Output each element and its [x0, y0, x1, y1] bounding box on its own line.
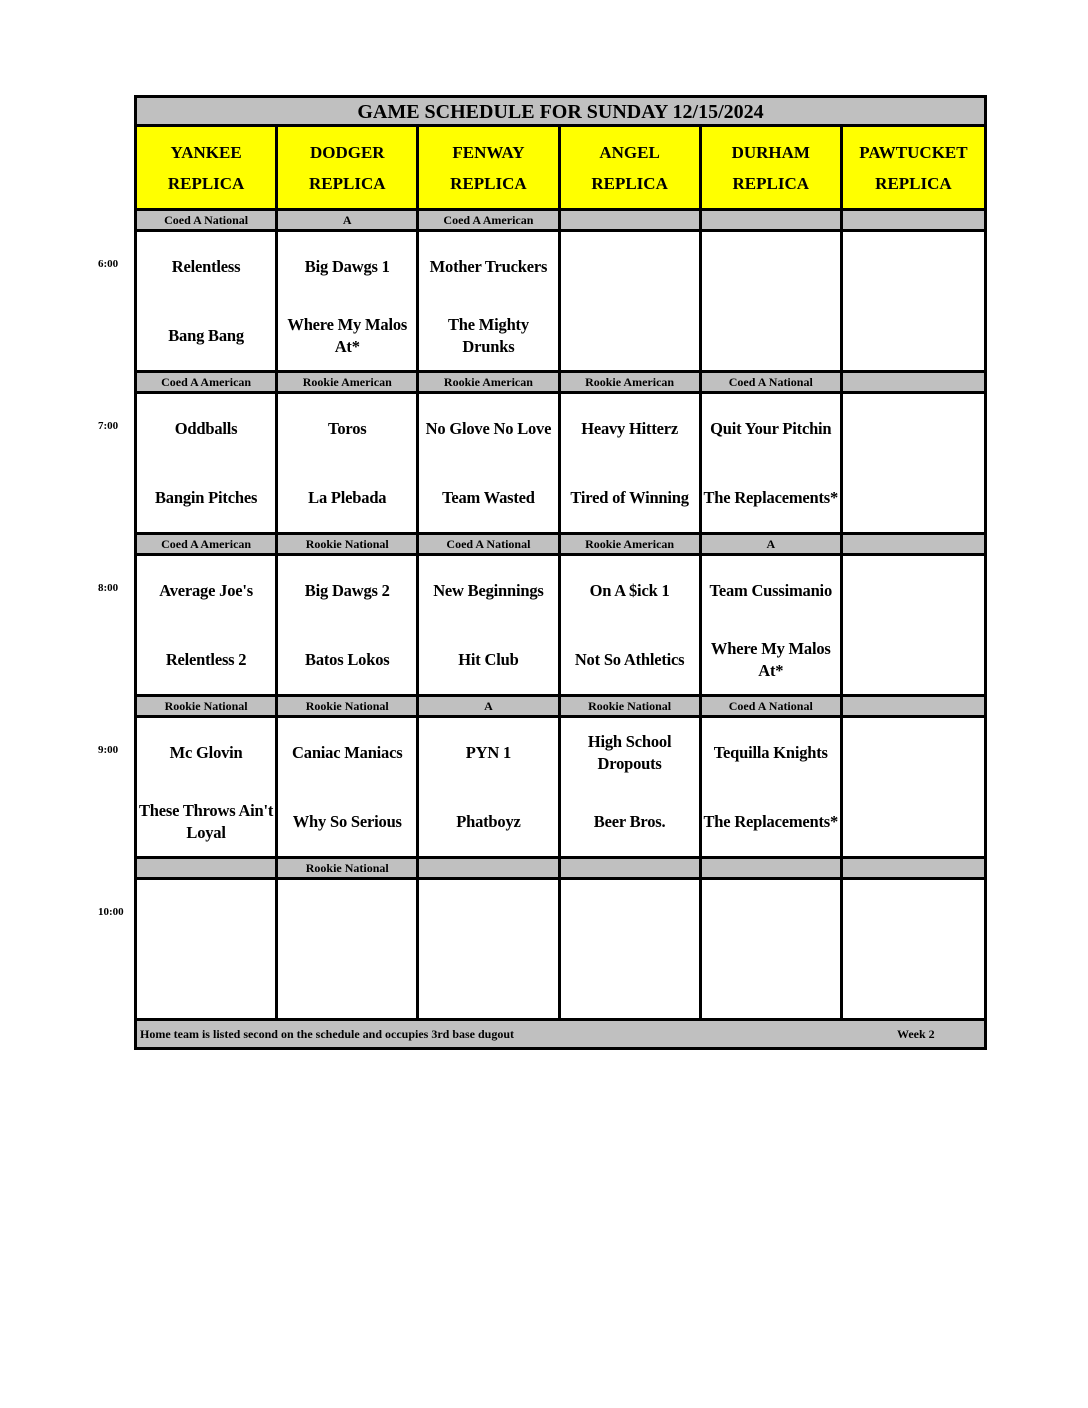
field-header-durham: [702, 127, 843, 208]
home-team: [843, 463, 984, 532]
home-team: Team Wasted: [442, 487, 535, 507]
game-cell: [561, 232, 702, 370]
field-name: ANGEL: [599, 142, 660, 162]
home-team: Beer Bros.: [593, 811, 666, 831]
field-header-angel: [561, 127, 702, 208]
away-team: [843, 718, 984, 787]
away-team: Big Dawgs 2: [304, 580, 390, 600]
field-name: FENWAY: [452, 142, 525, 162]
division-label: Rookie National: [278, 697, 419, 715]
schedule-footer: [137, 1021, 984, 1047]
games-row: [137, 718, 984, 859]
away-team: [278, 880, 416, 949]
away-team: [702, 880, 840, 949]
game-cell: [137, 718, 278, 856]
division-row: [137, 535, 984, 556]
game-cell: [278, 232, 419, 370]
game-cell: [702, 718, 843, 856]
game-cell: [419, 232, 560, 370]
away-team: Big Dawgs 1: [304, 256, 390, 276]
division-label: Coed A American: [419, 211, 560, 229]
away-team: PYN 1: [465, 742, 512, 762]
division-label: Rookie National: [278, 859, 419, 877]
home-team: Not So Athletics: [574, 649, 685, 669]
game-cell: [561, 880, 702, 1018]
division-label: Rookie National: [561, 697, 702, 715]
division-label: Rookie American: [561, 373, 702, 391]
division-label: Coed A National: [137, 211, 278, 229]
home-team: Batos Lokos: [305, 649, 390, 669]
field-header-yankee: [137, 127, 278, 208]
division-label: [843, 211, 984, 229]
division-label: A: [419, 697, 560, 715]
time-label: 8:00: [98, 582, 119, 594]
game-cell: [843, 232, 984, 370]
week-label: Week 2: [897, 1027, 935, 1041]
home-team: Relentless 2: [165, 649, 247, 669]
home-team: Where My Malos At*: [710, 638, 831, 680]
field-header-fenway: [419, 127, 560, 208]
away-team: [702, 232, 840, 301]
home-team: The Mighty Drunks: [447, 314, 529, 356]
division-row: [137, 697, 984, 718]
field-header-dodger: [278, 127, 419, 208]
away-team: [843, 880, 984, 949]
away-team: [843, 232, 984, 301]
division-label: Rookie American: [419, 373, 560, 391]
game-cell: [843, 556, 984, 694]
division-label: Coed A American: [137, 373, 278, 391]
home-team: [843, 625, 984, 694]
division-label: Coed A National: [702, 373, 843, 391]
away-team: Toros: [328, 418, 367, 438]
division-label: [137, 859, 278, 877]
division-row: [137, 211, 984, 232]
time-label: 10:00: [98, 906, 124, 918]
division-label: [561, 211, 702, 229]
field-header-row: [137, 127, 984, 211]
home-team: [843, 301, 984, 370]
games-row: [137, 232, 984, 373]
division-label: [843, 697, 984, 715]
time-label: 7:00: [98, 420, 119, 432]
field-sub: REPLICA: [450, 173, 527, 193]
division-label: Rookie American: [278, 373, 419, 391]
home-team: Why So Serious: [292, 811, 402, 831]
game-cell: [137, 232, 278, 370]
division-label: [702, 859, 843, 877]
division-label: Rookie National: [278, 535, 419, 553]
home-team: Bang Bang: [168, 325, 244, 345]
division-row: [137, 859, 984, 880]
division-label: Coed A National: [419, 535, 560, 553]
division-label: [843, 373, 984, 391]
division-label: [843, 535, 984, 553]
game-cell: [278, 556, 419, 694]
away-team: [561, 880, 699, 949]
game-cell: [419, 880, 560, 1018]
field-sub: REPLICA: [591, 173, 668, 193]
schedule-table: [134, 95, 987, 1050]
away-team: On A $ick 1: [589, 580, 670, 600]
games-row: [137, 556, 984, 697]
time-slots: [137, 211, 984, 1021]
home-team-note: Home team is listed second on the schedule and occupies 3rd base dugout: [140, 1027, 515, 1041]
game-cell: [843, 880, 984, 1018]
home-team: [702, 301, 840, 370]
away-team: Average Joe's: [159, 580, 253, 600]
field-sub: REPLICA: [167, 173, 245, 193]
game-cell: [137, 394, 278, 532]
away-team: [561, 232, 699, 301]
away-team: Caniac Maniacs: [292, 742, 403, 762]
division-label: A: [702, 535, 843, 553]
away-team: [843, 556, 984, 625]
home-team: La Plebada: [308, 487, 387, 507]
game-cell: [278, 718, 419, 856]
field-sub: REPLICA: [732, 173, 810, 193]
home-team: The Replacements*: [703, 487, 839, 507]
home-team: Where My Malos At*: [287, 314, 408, 356]
game-cell: [278, 880, 419, 1018]
games-row: [137, 880, 984, 1021]
game-cell: [419, 556, 560, 694]
home-team: Bangin Pitches: [155, 487, 258, 507]
away-team: Team Cussimanio: [709, 580, 832, 600]
away-team: [419, 880, 557, 949]
field-name: DURHAM: [731, 142, 810, 162]
away-team: Tequilla Knights: [713, 742, 828, 762]
division-label: A: [278, 211, 419, 229]
schedule-title: GAME SCHEDULE FOR SUNDAY 12/15/2024: [137, 98, 984, 127]
game-cell: [843, 718, 984, 856]
home-team: [702, 949, 840, 1018]
division-label: [702, 211, 843, 229]
away-team: Relentless: [171, 256, 241, 276]
home-team: [843, 787, 984, 856]
time-label: 9:00: [98, 744, 119, 756]
away-team: No Glove No Love: [425, 418, 552, 438]
field-name: YANKEE: [170, 142, 242, 162]
game-cell: [419, 394, 560, 532]
home-team: [137, 949, 275, 1018]
game-cell: [702, 556, 843, 694]
game-cell: [702, 232, 843, 370]
time-label: 6:00: [98, 258, 119, 270]
game-cell: [561, 394, 702, 532]
game-cell: [561, 718, 702, 856]
game-cell: [278, 394, 419, 532]
home-team: [561, 301, 699, 370]
away-team: New Beginnings: [433, 580, 544, 600]
away-team: High School Dropouts: [587, 731, 672, 773]
field-sub: REPLICA: [875, 173, 952, 193]
home-team: Hit Club: [458, 649, 519, 669]
division-label: Rookie American: [561, 535, 702, 553]
field-name: PAWTUCKET: [859, 142, 968, 162]
home-team: Tired of Winning: [570, 487, 689, 507]
division-row: [137, 373, 984, 394]
division-label: [843, 859, 984, 877]
division-label: [561, 859, 702, 877]
field-sub: REPLICA: [309, 173, 386, 193]
game-cell: [561, 556, 702, 694]
away-team: Oddballs: [174, 418, 238, 438]
away-team: Mc Glovin: [169, 742, 243, 762]
home-team: [843, 949, 984, 1018]
division-label: Coed A American: [137, 535, 278, 553]
home-team: [278, 949, 416, 1018]
home-team: [561, 949, 699, 1018]
games-row: [137, 394, 984, 535]
away-team: Quit Your Pitchin: [710, 418, 832, 438]
game-cell: [137, 880, 278, 1018]
away-team: [137, 880, 275, 949]
game-cell: [137, 556, 278, 694]
away-team: Heavy Hitterz: [581, 418, 678, 438]
game-cell: [843, 394, 984, 532]
division-label: Rookie National: [137, 697, 278, 715]
home-team: The Replacements*: [703, 811, 839, 831]
home-team: Phatboyz: [456, 811, 521, 831]
field-header-pawtucket: [843, 127, 984, 208]
game-cell: [419, 718, 560, 856]
away-team: [843, 394, 984, 463]
game-cell: [702, 394, 843, 532]
home-team: [419, 949, 557, 1018]
home-team: These Throws Ain't Loyal: [138, 800, 274, 842]
game-cell: [702, 880, 843, 1018]
division-label: [419, 859, 560, 877]
away-team: Mother Truckers: [429, 256, 548, 276]
division-label: Coed A National: [702, 697, 843, 715]
field-name: DODGER: [309, 142, 385, 162]
